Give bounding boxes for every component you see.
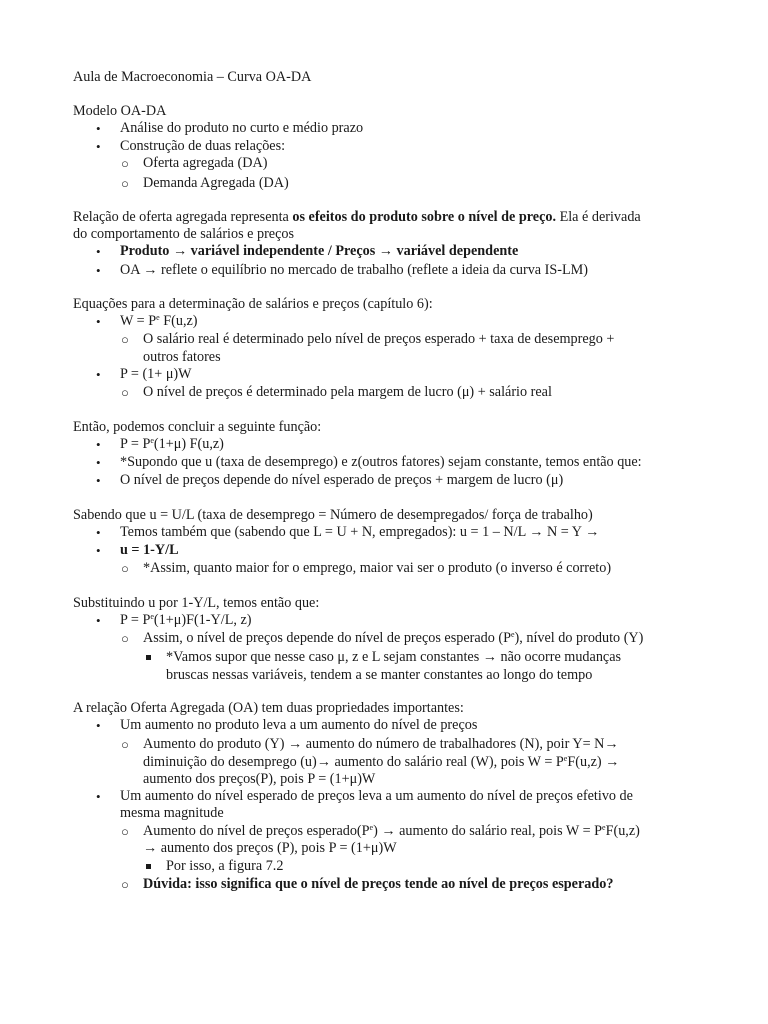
list-item: Temos também que (sabendo que L = U + N, empregados): u = 1 – N/L → N = Y →	[120, 524, 600, 540]
bullet-dot: •	[96, 473, 101, 488]
bullet-dot: •	[96, 314, 101, 329]
sub-list-item: Oferta agregada (DA)	[143, 155, 268, 171]
sub-list-item: Demanda Agregada (DA)	[143, 175, 289, 191]
bullet-square	[146, 864, 151, 869]
bullet-dot: •	[96, 525, 101, 540]
sub-list-item: *Assim, quanto maior for o emprego, maior vai ser o produto (o inverso é correto)	[143, 560, 612, 576]
bullet-circle: ○	[121, 385, 129, 400]
sub-list-item-continuation: outros fatores	[143, 349, 221, 365]
bullet-dot: •	[96, 437, 101, 452]
bullet-circle: ○	[121, 737, 129, 752]
bullet-circle: ○	[121, 332, 129, 347]
bullet-dot: •	[96, 139, 101, 154]
paragraph-line: Relação de oferta agregada representa os efeitos do produto sobre o nível de preço. Ela é derivada	[73, 209, 641, 225]
sub-list-item-continuation: → aumento dos preços (P), pois P = (1+μ)W	[143, 840, 397, 856]
section-heading: Sabendo que u = U/L (taxa de desemprego = Número de desempregados/ força de trabalho)	[73, 507, 593, 523]
bullet-circle: ○	[121, 561, 129, 576]
sub-list-item: Aumento do produto (Y) → aumento do número de trabalhadores (N), poir Y= N→	[143, 736, 619, 752]
bullet-dot: •	[96, 244, 101, 259]
equation-item: P = (1+ μ)W	[120, 366, 192, 382]
bullet-dot: •	[96, 543, 101, 558]
section-heading: A relação Oferta Agregada (OA) tem duas propriedades importantes:	[73, 700, 464, 716]
sub-sub-list-item-continuation: bruscas nessas variáveis, tendem a se manter constantes ao longo do tempo	[166, 667, 593, 683]
list-item: Construção de duas relações:	[120, 138, 286, 154]
bullet-circle: ○	[121, 824, 129, 839]
sub-list-item: O salário real é determinado pelo nível de preços esperado + taxa de desemprego +	[143, 331, 615, 347]
list-item: Análise do produto no curto e médio prazo	[120, 120, 364, 136]
section-heading: Modelo OA-DA	[73, 103, 167, 119]
equation-item: $P = P^e(1+\mu)$ F(u,z)	[120, 436, 224, 452]
bullet-dot: •	[96, 718, 101, 733]
sub-list-item-continuation: diminuição do desemprego (u)→ aumento do salário real (W), pois $W = P^eF(u,z)$ →	[143, 754, 620, 770]
list-item: Um aumento no produto leva a um aumento do nível de preços	[120, 717, 478, 733]
bullet-circle: ○	[121, 156, 129, 171]
sub-sub-list-item: Por isso, a figura 7.2	[166, 858, 284, 874]
list-item: *Supondo que u (taxa de desemprego) e z(outros fatores) sejam constante, temos então que:	[120, 454, 642, 470]
list-item: OA → reflete o equilíbrio no mercado de trabalho (reflete a ideia da curva IS-LM)	[120, 262, 588, 278]
sub-list-item: Dúvida: isso significa que o nível de preços tende ao nível de preços esperado?	[143, 876, 614, 892]
bullet-circle: ○	[121, 631, 129, 646]
bullet-square	[146, 655, 151, 660]
bullet-circle: ○	[121, 877, 129, 892]
document-title: Aula de Macroeconomia – Curva OA-DA	[73, 69, 312, 85]
bullet-dot: •	[96, 121, 101, 136]
list-item: O nível de preços depende do nível esperado de preços + margem de lucro (μ)	[120, 472, 564, 488]
equation-item: $P = P^e(1+\mu)F(1-Y/L$, z)	[120, 612, 252, 628]
section-heading: Equações para a determinação de salários e preços (capítulo 6):	[73, 296, 433, 312]
sub-list-item: O nível de preços é determinado pela margem de lucro (μ) + salário real	[143, 384, 552, 400]
paragraph-line: do comportamento de salários e preços	[73, 226, 295, 242]
bullet-circle: ○	[121, 176, 129, 191]
sub-sub-list-item: *Vamos supor que nesse caso μ, z e L sejam constantes → não ocorre mudanças	[166, 649, 622, 665]
bullet-dot: •	[96, 613, 101, 628]
bullet-dot: •	[96, 455, 101, 470]
bullet-dot: •	[96, 789, 101, 804]
bullet-dot: •	[96, 367, 101, 382]
section-heading: Então, podemos concluir a seguinte função:	[73, 419, 322, 435]
sub-list-item: Aumento do nível de preços $esperado(P^e)$ → aumento do salário real, pois $W = P^eF(u,z)$	[143, 823, 640, 839]
equation-item: u = 1-Y/L	[120, 542, 179, 558]
section-heading: Substituindo u por 1-Y/L, temos então que:	[73, 595, 320, 611]
equation-item: $W = P^e$ F(u,z)	[120, 313, 198, 329]
list-item: Produto → variável independente / Preços → variável dependente	[120, 243, 519, 259]
list-item-continuation: mesma magnitude	[120, 805, 224, 821]
bullet-dot: •	[96, 263, 101, 278]
list-item: Um aumento do nível esperado de preços leva a um aumento do nível de preços efetivo de	[120, 788, 633, 804]
sub-list-item-continuation: aumento dos preços(P), pois P = (1+μ)W	[143, 771, 376, 787]
sub-list-item: Assim, o nível de preços depende do nível de preços esperado $(P^e)$, nível do produto (Y)	[143, 630, 644, 646]
